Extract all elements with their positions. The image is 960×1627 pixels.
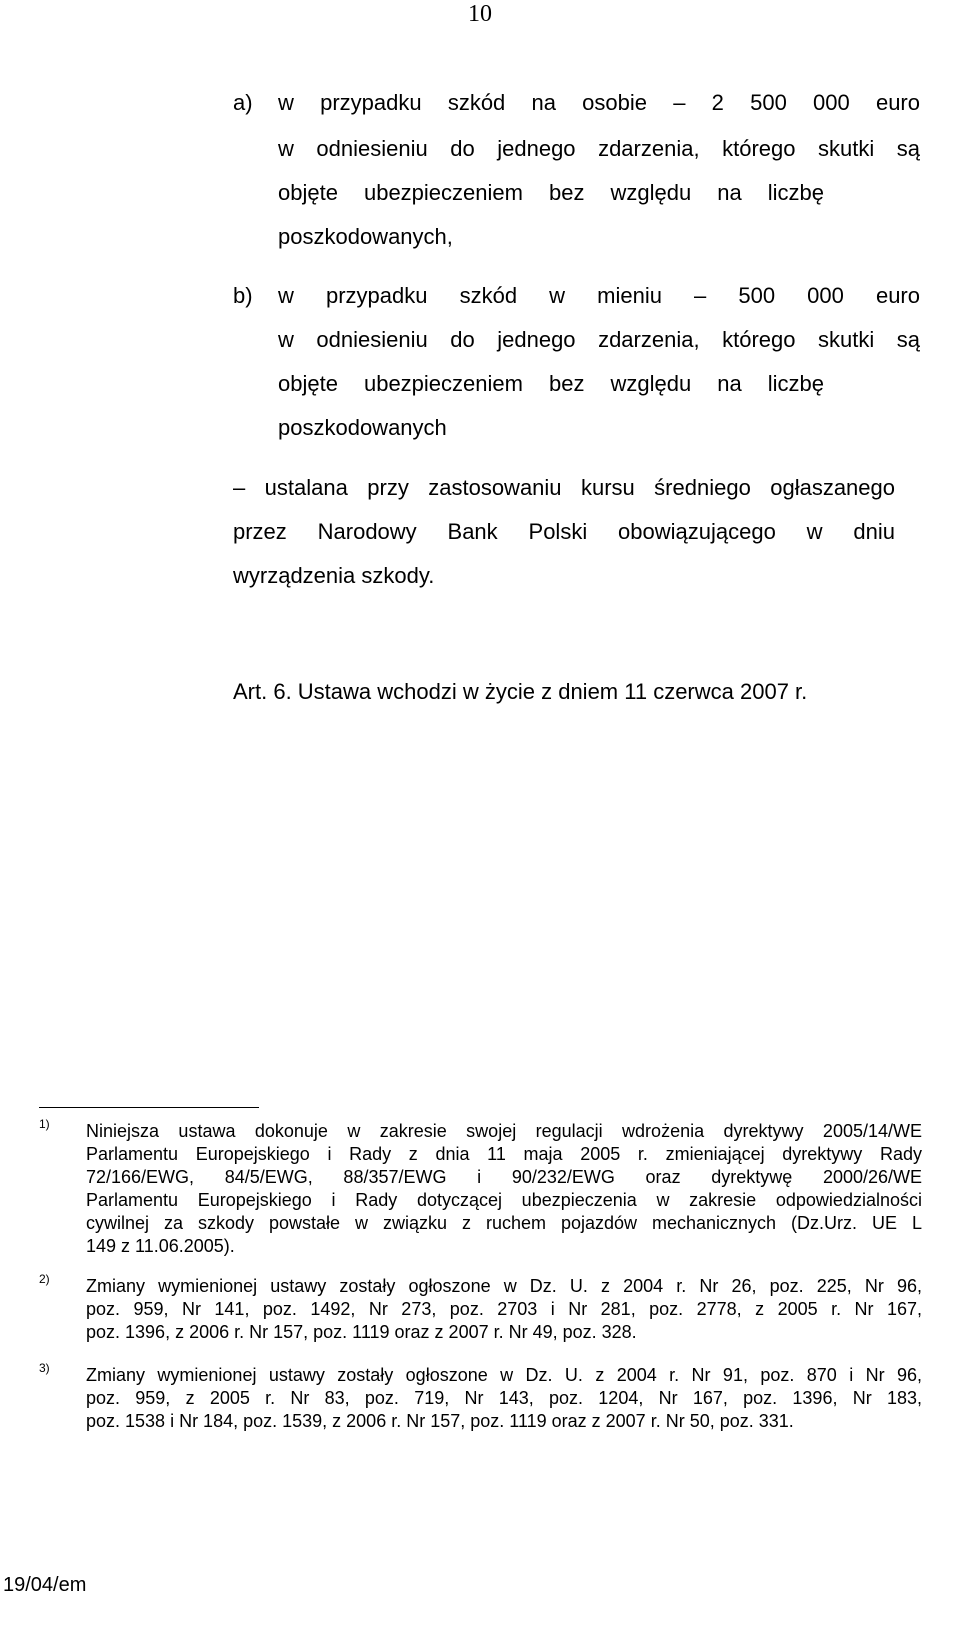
footnote-3-mark: 3) [39,1361,50,1375]
footnote-2-line: poz. 959, Nr 141, poz. 1492, Nr 273, poz. 2703 i Nr 281, poz. 2778, z 2005 r. Nr 167, [86,1299,922,1319]
footnote-1-line: Parlamentu Europejskiego i Rady dotyczącej ubezpieczenia w zakresie odpowiedzialności [86,1190,922,1210]
item-a-label: a) [233,90,253,115]
footnote-1-line: cywilnej za szkody powstałe w związku z ruchem pojazdów mechanicznych (Dz.Urz. UE L [86,1213,922,1233]
footnote-3-line: poz. 959, z 2005 r. Nr 83, poz. 719, Nr 143, poz. 1204, Nr 167, poz. 1396, Nr 183, [86,1388,922,1408]
item-b-line: objęte ubezpieczeniem bez względu na liczbę [278,371,824,396]
item-b-label: b) [233,283,253,308]
document-code: 19/04/em [3,1574,87,1596]
footnote-3-line: Zmiany wymienionej ustawy zostały ogłoszone w Dz. U. z 2004 r. Nr 91, poz. 870 i Nr 96, [86,1365,922,1385]
item-a-line: w przypadku szkód na osobie – 2 500 000 euro [278,90,920,115]
item-a-line: objęte ubezpieczeniem bez względu na liczbę [278,180,824,205]
footnote-1-line: Niniejsza ustawa dokonuje w zakresie swojej regulacji wdrożenia dyrektywy 2005/14/WE [86,1121,922,1141]
footnote-1-mark: 1) [39,1117,50,1131]
closing-line: przez Narodowy Bank Polski obowiązującego w dniu [233,519,895,544]
item-b-line: w przypadku szkód w mieniu – 500 000 euro [278,283,920,308]
footnote-2-line: Zmiany wymienionej ustawy zostały ogłoszone w Dz. U. z 2004 r. Nr 26, poz. 225, Nr 96, [86,1276,922,1296]
closing-line: – ustalana przy zastosowaniu kursu średniego ogłaszanego [233,475,895,500]
item-a-line: w odniesieniu do jednego zdarzenia, którego skutki są [278,136,920,161]
footnote-2-line: poz. 1396, z 2006 r. Nr 157, poz. 1119 oraz z 2007 r. Nr 49, poz. 328. [86,1322,637,1342]
footnote-1-line: 72/166/EWG, 84/5/EWG, 88/357/EWG i 90/232/EWG oraz dyrektywę 2000/26/WE [86,1167,922,1187]
item-a-line: poszkodowanych, [278,224,453,249]
article-6: Art. 6. Ustawa wchodzi w życie z dniem 11 czerwca 2007 r. [233,679,808,704]
footnote-1-line: Parlamentu Europejskiego i Rady z dnia 11 maja 2005 r. zmieniającej dyrektywy Rady [86,1144,922,1164]
item-b-line: poszkodowanych [278,415,447,440]
item-b-line: w odniesieniu do jednego zdarzenia, którego skutki są [278,327,920,352]
footnote-2-mark: 2) [39,1272,50,1286]
footnote-separator [39,1107,259,1108]
closing-line: wyrządzenia szkody. [233,563,435,588]
footnote-1-line: 149 z 11.06.2005). [86,1236,235,1256]
page-number: 10 [468,1,492,27]
footnote-3-line: poz. 1538 i Nr 184, poz. 1539, z 2006 r. Nr 157, poz. 1119 oraz z 2007 r. Nr 50, poz. 331. [86,1411,794,1431]
